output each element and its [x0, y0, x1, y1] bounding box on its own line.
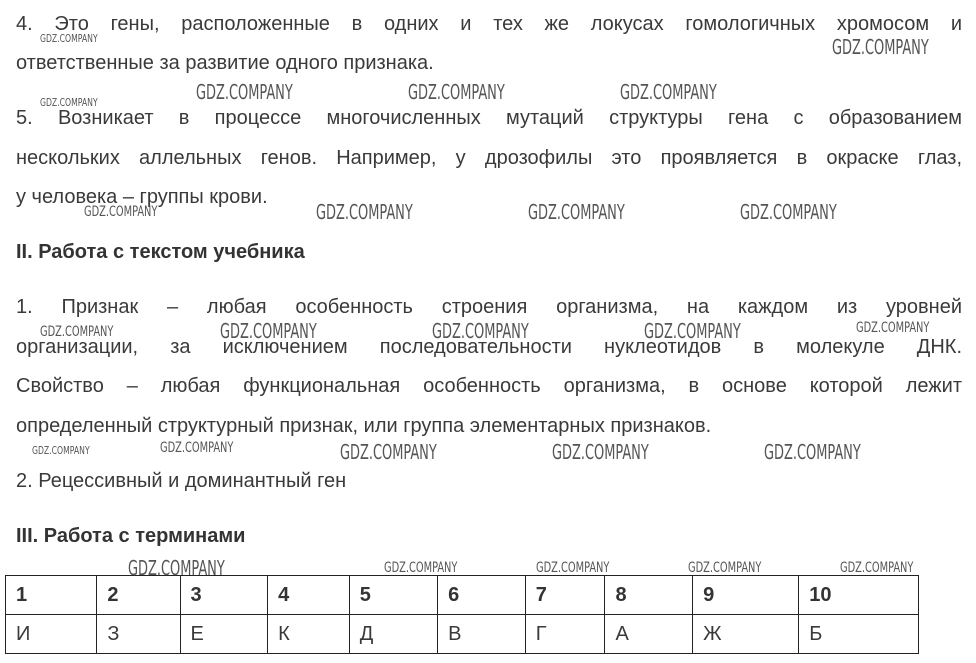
watermark: GDZ.COMPANY	[32, 444, 90, 457]
term-number-cell: 1	[6, 576, 97, 615]
watermark: GDZ.COMPANY	[536, 560, 610, 576]
watermark: GDZ.COMPANY	[408, 80, 505, 104]
term-number-cell: 9	[693, 576, 799, 615]
watermark: GDZ.COMPANY	[220, 319, 317, 343]
section-2-item-2: 2. Рецессивный и доминантный ген	[16, 470, 347, 492]
watermark: GDZ.COMPANY	[832, 35, 929, 59]
term-letter-cell: Е	[180, 615, 268, 654]
terms-table	[5, 575, 919, 654]
paragraph-5-line-3: у человека – группы крови.	[16, 186, 268, 208]
term-letter-cell: Г	[525, 615, 605, 654]
section-2-heading: II. Работа с текстом учебника	[16, 241, 305, 263]
watermark: GDZ.COMPANY	[128, 556, 225, 580]
term-number-cell: 6	[438, 576, 526, 615]
watermark: GDZ.COMPANY	[840, 560, 914, 576]
section-3-heading: III. Работа с терминами	[16, 525, 246, 547]
watermark: GDZ.COMPANY	[340, 440, 437, 464]
term-number-cell: 8	[605, 576, 693, 615]
watermark: GDZ.COMPANY	[552, 440, 649, 464]
watermark: GDZ.COMPANY	[432, 319, 529, 343]
term-letter-cell: Д	[349, 615, 437, 654]
terms-letter-row	[6, 615, 919, 654]
term-number-cell: 10	[799, 576, 919, 615]
watermark: GDZ.COMPANY	[40, 324, 114, 340]
watermark: GDZ.COMPANY	[856, 320, 930, 336]
watermark: GDZ.COMPANY	[84, 204, 158, 220]
watermark: GDZ.COMPANY	[644, 319, 741, 343]
term-letter-cell: И	[6, 615, 97, 654]
watermark: GDZ.COMPANY	[764, 440, 861, 464]
term-letter-cell: З	[97, 615, 180, 654]
term-number-cell: 2	[97, 576, 180, 615]
term-letter-cell: К	[268, 615, 350, 654]
watermark: GDZ.COMPANY	[384, 560, 458, 576]
watermark: GDZ.COMPANY	[40, 32, 98, 45]
paragraph-5-line-2: нескольких аллельных генов. Например, у дрозофилы это проявляется в окраске глаз,	[16, 147, 962, 169]
section-2-item-1-line-3: Свойство – любая функциональная особенность организма, в основе которой лежит	[16, 375, 962, 397]
section-2-item-1-line-2: организации, за исключением последовательности нуклеотидов в молекуле ДНК.	[16, 336, 962, 358]
watermark: GDZ.COMPANY	[196, 80, 293, 104]
watermark: GDZ.COMPANY	[688, 560, 762, 576]
paragraph-4-line-2: ответственные за развитие одного признака.	[16, 52, 434, 74]
term-number-cell: 3	[180, 576, 268, 615]
watermark: GDZ.COMPANY	[740, 200, 837, 224]
watermark: GDZ.COMPANY	[316, 200, 413, 224]
watermark: GDZ.COMPANY	[40, 96, 98, 109]
term-number-cell: 4	[268, 576, 350, 615]
watermark: GDZ.COMPANY	[528, 200, 625, 224]
term-number-cell: 7	[525, 576, 605, 615]
paragraph-5-line-1: 5. Возникает в процессе многочисленных мутаций структуры гена с образованием	[16, 107, 962, 129]
term-letter-cell: А	[605, 615, 693, 654]
term-letter-cell: Б	[799, 615, 919, 654]
watermark: GDZ.COMPANY	[620, 80, 717, 104]
watermark: GDZ.COMPANY	[160, 440, 234, 456]
term-letter-cell: В	[438, 615, 526, 654]
section-2-item-1-line-1: 1. Признак – любая особенность строения организма, на каждом из уровней	[16, 296, 962, 318]
paragraph-4-line-1: 4. Это гены, расположенные в одних и тех же локусах гомологичных хромосом и	[16, 13, 962, 35]
term-letter-cell: Ж	[693, 615, 799, 654]
section-2-item-1-line-4: определенный структурный признак, или группа элементарных признаков.	[16, 415, 712, 437]
term-number-cell: 5	[349, 576, 437, 615]
terms-number-row	[6, 576, 919, 615]
